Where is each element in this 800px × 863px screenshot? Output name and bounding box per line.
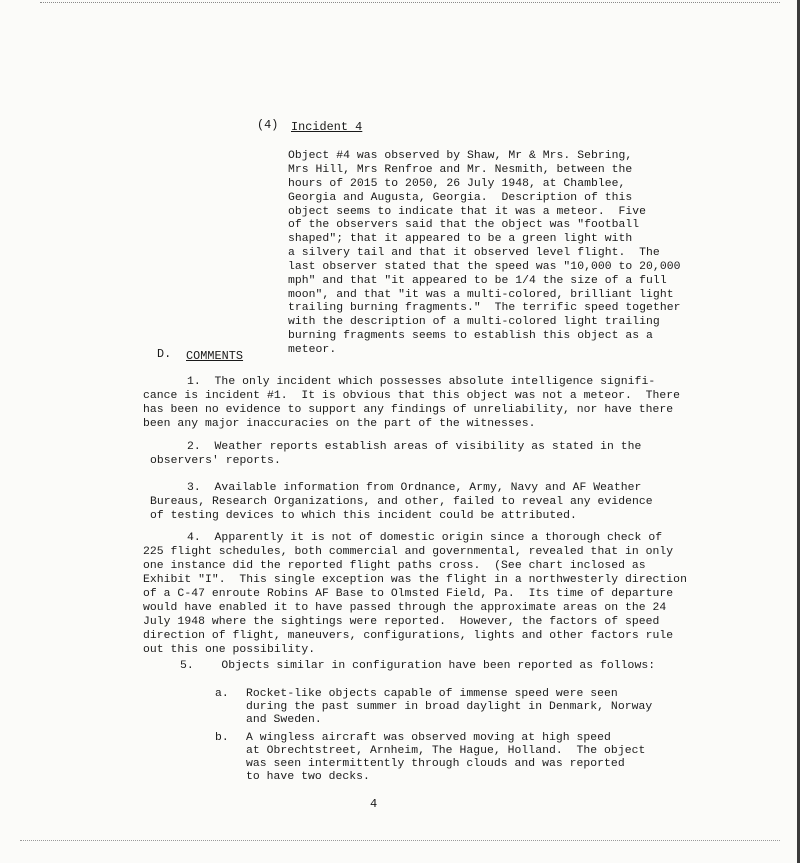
text-line: with the description of a multi-colored light trailing xyxy=(288,316,660,328)
text-line: July 1948 where the sightings were reported. However, the factors of speed xyxy=(143,616,660,628)
text-line: of a C-47 enroute Robins AF Base to Olmsted Field, Pa. Its time of departure xyxy=(143,588,674,600)
text-line: 225 flight schedules, both commercial and governmental, revealed that in only xyxy=(143,546,674,558)
text-line: Mrs Hill, Mrs Renfroe and Mr. Nesmith, between the xyxy=(288,164,633,176)
incident-number: (4) xyxy=(257,118,279,132)
comment-paragraph-5: 5. Objects similar in configuration have been reported as follows: xyxy=(180,660,656,672)
text-line: was seen intermittently through clouds and was reported xyxy=(246,758,625,770)
text-line: at Obrechtstreet, Arnheim, The Hague, Holland. The object xyxy=(246,745,646,757)
text-line: hours of 2015 to 2050, 26 July 1948, at Chamblee, xyxy=(288,178,626,190)
text-line: meteor. xyxy=(288,344,337,356)
text-line: 2. Weather reports establish areas of visibility as stated in the xyxy=(187,441,642,453)
text-line: has been no evidence to support any findings of unreliability, nor have there xyxy=(143,404,674,416)
text-line: one instance did the reported flight paths cross. (See chart inclosed as xyxy=(143,560,646,572)
text-line: object seems to indicate that it was a meteor. Five xyxy=(288,206,647,218)
text-line: mph" and that "it appeared to be 1/4 the size of a full xyxy=(288,275,667,287)
text-line: 1. The only incident which possesses absolute intelligence signifi- xyxy=(187,376,656,388)
list-marker-a: a. xyxy=(215,688,229,700)
text-line: direction of flight, maneuvers, configurations, lights and other factors rule xyxy=(143,630,674,642)
text-line: A wingless aircraft was observed moving at high speed xyxy=(246,732,611,744)
text-line: 3. Available information from Ordnance, Army, Navy and AF Weather xyxy=(187,482,642,494)
text-line: cance is incident #1. It is obvious that this object was not a meteor. There xyxy=(143,390,681,402)
text-line: to have two decks. xyxy=(246,771,370,783)
text-line: trailing burning fragments." The terrific speed together xyxy=(288,302,681,314)
text-line: of the observers said that the object was "football xyxy=(288,219,640,231)
scan-top-edge xyxy=(40,2,780,3)
text-line: been any major inaccuracies on the part of the witnesses. xyxy=(143,418,536,430)
list-marker-b: b. xyxy=(215,732,229,744)
text-line: out this one possibility. xyxy=(143,644,316,656)
scan-bottom-edge xyxy=(20,840,780,841)
text-line: Bureaus, Research Organizations, and other, failed to reveal any evidence xyxy=(150,496,653,508)
text-line: shaped"; that it appeared to be a green light with xyxy=(288,233,633,245)
text-line: Georgia and Augusta, Georgia. Description of this xyxy=(288,192,633,204)
text-line: 4. Apparently it is not of domestic origin since a thorough check of xyxy=(187,532,663,544)
text-line: and Sweden. xyxy=(246,714,322,726)
page-number: 4 xyxy=(370,797,378,811)
section-heading: COMMENTS xyxy=(186,349,244,363)
text-line: a silvery tail and that it observed level flight. The xyxy=(288,247,660,259)
text-line: moon", and that "it was a multi-colored, brilliant light xyxy=(288,289,674,301)
text-line: burning fragments seems to establish this object as a xyxy=(288,330,653,342)
text-line: last observer stated that the speed was "10,000 to 20,000 xyxy=(288,261,681,273)
text-line: would have enabled it to have passed through the approximate areas on the 24 xyxy=(143,602,667,614)
incident-title: Incident 4 xyxy=(291,120,363,134)
text-line: Rocket-like objects capable of immense speed were seen xyxy=(246,688,618,700)
section-marker: D. xyxy=(157,347,172,361)
text-line: of testing devices to which this incident could be attributed. xyxy=(150,510,577,522)
text-line: observers' reports. xyxy=(150,455,281,467)
text-line: Exhibit "I". This single exception was the flight in a northwesterly direction xyxy=(143,574,687,586)
text-line: Object #4 was observed by Shaw, Mr & Mrs. Sebring, xyxy=(288,150,633,162)
text-line: during the past summer in broad daylight in Denmark, Norway xyxy=(246,701,653,713)
